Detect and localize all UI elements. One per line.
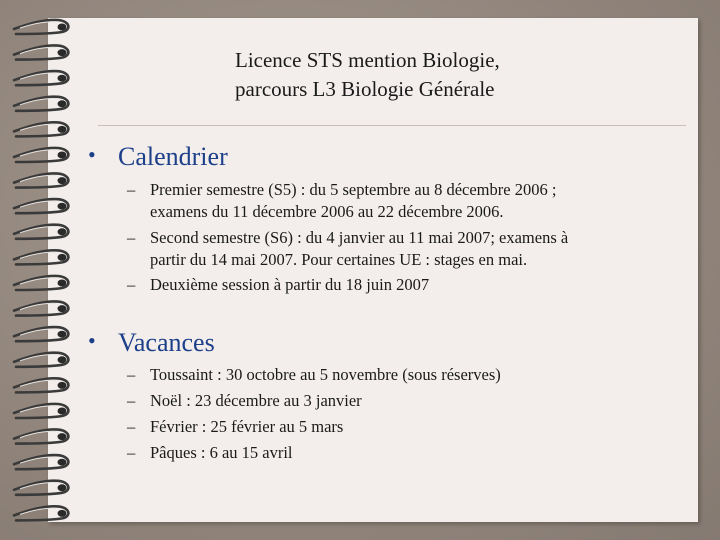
- spiral-binding-icon: [0, 0, 80, 540]
- bullet-icon: •: [88, 142, 96, 167]
- dash-icon: –: [127, 365, 136, 384]
- binding-ring: [14, 122, 68, 136]
- dash-icon: –: [127, 228, 136, 247]
- title-divider: [98, 125, 686, 126]
- list-item-line: Toussaint : 30 octobre au 5 novembre (sous réserves): [150, 365, 501, 384]
- list-item-line: partir du 14 mai 2007. Pour certaines UE : stages en mai.: [150, 250, 528, 269]
- list-item-line: Février : 25 février au 5 mars: [150, 417, 344, 436]
- list-item-line: Pâques : 6 au 15 avril: [150, 443, 293, 462]
- binding-ring: [14, 327, 68, 341]
- binding-ring: [14, 97, 68, 111]
- binding-ring: [14, 225, 68, 239]
- title-line-2: parcours L3 Biologie Générale: [235, 77, 495, 101]
- title-line-1: Licence STS mention Biologie,: [235, 48, 500, 72]
- list-item-line: Premier semestre (S5) : du 5 septembre au 8 décembre 2006 ;: [150, 180, 557, 199]
- list-item-line: examens du 11 décembre 2006 au 22 décembre 2006.: [150, 202, 504, 221]
- binding-ring: [14, 404, 68, 418]
- dash-icon: –: [127, 180, 136, 199]
- binding-ring: [14, 71, 68, 85]
- list-item-line: Deuxième session à partir du 18 juin 2007: [150, 275, 430, 294]
- binding-ring: [14, 378, 68, 392]
- binding-ring: [14, 301, 68, 315]
- binding-ring: [14, 173, 68, 187]
- list-item-line: Noël : 23 décembre au 3 janvier: [150, 391, 362, 410]
- dash-icon: –: [127, 417, 136, 436]
- binding-ring: [14, 455, 68, 469]
- section-heading-label: Calendrier: [118, 142, 228, 171]
- binding-ring: [14, 45, 68, 59]
- binding-ring: [14, 429, 68, 443]
- binding-ring: [14, 199, 68, 213]
- binding-ring: [14, 148, 68, 162]
- bullet-icon: •: [88, 328, 96, 353]
- dash-icon: –: [127, 443, 136, 462]
- binding-ring: [14, 20, 68, 34]
- section-heading-label: Vacances: [118, 328, 215, 357]
- binding-ring: [14, 481, 68, 495]
- dash-icon: –: [127, 391, 136, 410]
- binding-ring: [14, 276, 68, 290]
- binding-ring: [14, 506, 68, 520]
- slide-title: [235, 46, 500, 104]
- list-item-line: Second semestre (S6) : du 4 janvier au 11 mai 2007; examens à: [150, 228, 569, 247]
- dash-icon: –: [127, 275, 136, 294]
- binding-ring: [14, 353, 68, 367]
- binding-ring: [14, 250, 68, 264]
